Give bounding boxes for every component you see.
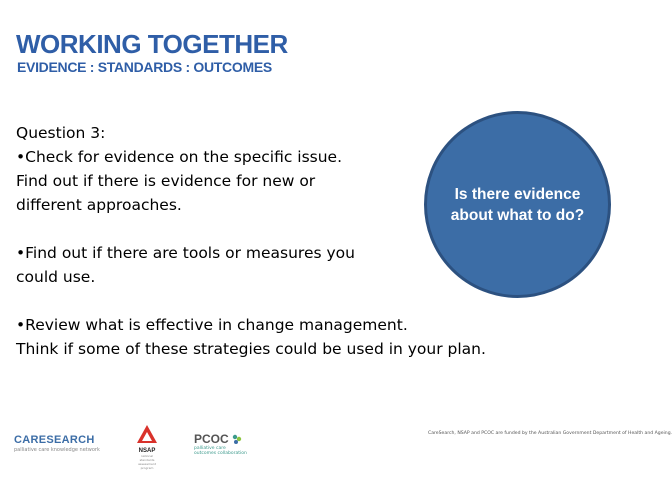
callout-text: Is there evidence about what to do? xyxy=(450,185,585,224)
caresearch-logo-tagline: palliative care knowledge network xyxy=(14,447,100,453)
body-line: •Find out if there are tools or measures you xyxy=(16,244,355,262)
nsap-triangle-icon xyxy=(136,424,158,444)
nsap-logo-name: NSAP xyxy=(138,448,156,454)
body-line: Think if some of these strategies could be used in your plan. xyxy=(16,340,486,358)
slide-header-subtitle: EVIDENCE : STANDARDS : OUTCOMES xyxy=(17,59,272,75)
caresearch-logo-name: CARESEARCH xyxy=(14,434,95,446)
pcoc-logo-tagline-2: outcomes collaboration xyxy=(194,451,247,456)
pcoc-leaf-icon xyxy=(231,433,243,445)
body-line: Question 3: xyxy=(16,124,106,142)
funding-note: CareSearch, NSAP and PCOC are funded by the Australian Government Department of Health and Ageing. xyxy=(428,431,672,436)
body-line: different approaches. xyxy=(16,196,182,214)
nsap-logo xyxy=(134,424,160,470)
callout-circle xyxy=(424,111,611,298)
pcoc-logo-tagline-1: palliative care xyxy=(194,446,226,451)
body-line: •Check for evidence on the specific issue. xyxy=(16,148,343,166)
pcoc-logo xyxy=(194,432,247,456)
pcoc-logo-name: PCOC xyxy=(194,432,229,446)
caresearch-logo xyxy=(14,434,100,453)
body-line: •Review what is effective in change management. xyxy=(16,316,408,334)
footer-logos xyxy=(0,420,672,470)
slide-header-title: WORKING TOGETHER xyxy=(16,29,288,59)
body-line: could use. xyxy=(16,268,96,286)
body-line: Find out if there is evidence for new or xyxy=(16,172,316,190)
nsap-logo-tagline: national standards assessment program xyxy=(138,454,156,470)
